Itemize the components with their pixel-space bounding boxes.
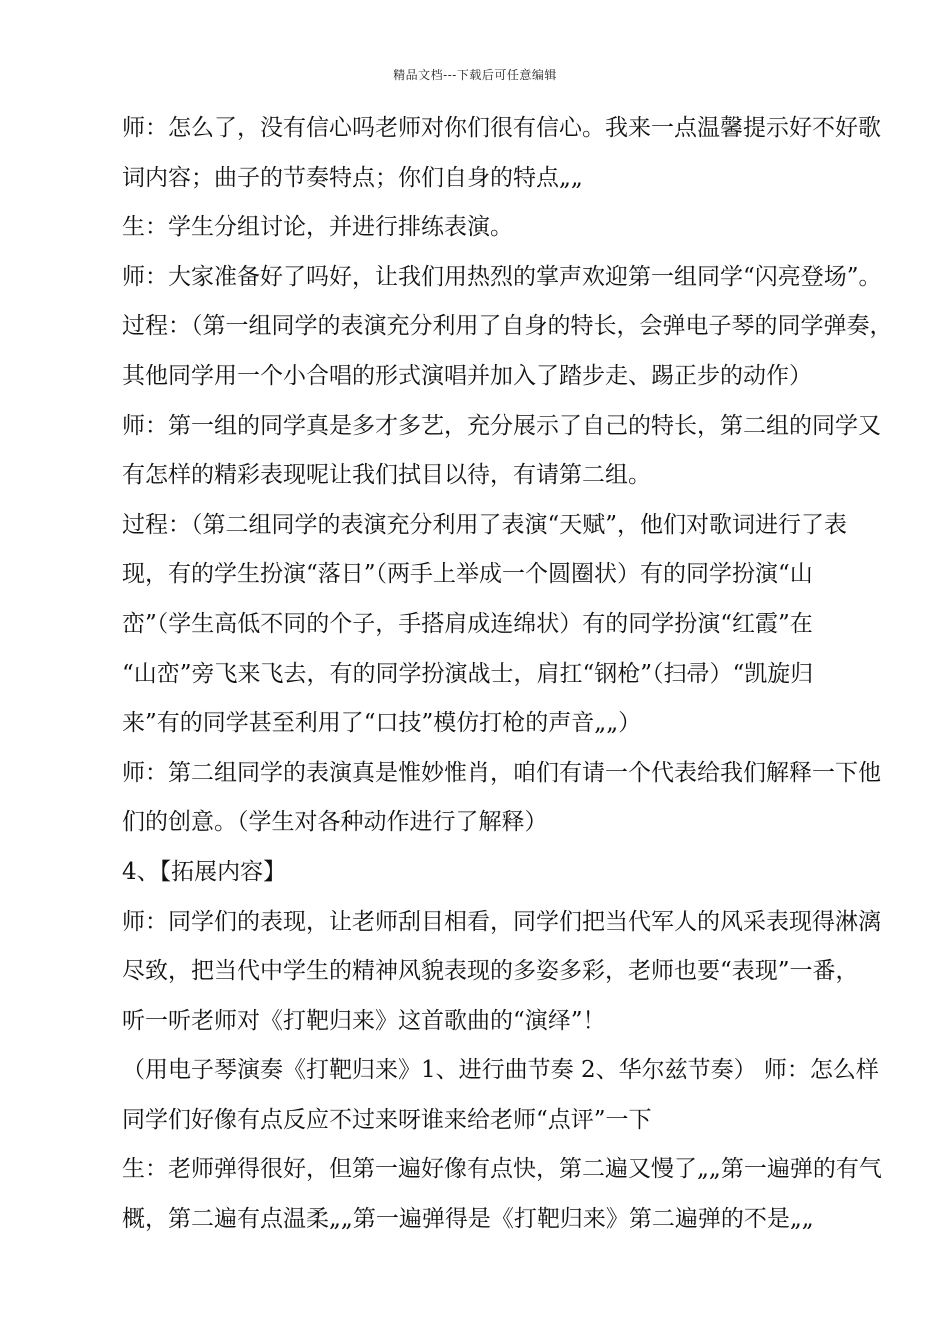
text-line: “山峦”旁飞来飞去，有的同学扮演战士，肩扛“钢枪”（扫帚）“凯旋归 bbox=[122, 660, 814, 687]
text-line: 师：大家准备好了吗好，让我们用热烈的掌声欢迎第一组同学“闪亮登场”。 bbox=[122, 263, 882, 290]
text-line: 过程：（第二组同学的表演充分利用了表演“天赋”，他们对歌词进行了表 bbox=[122, 511, 848, 538]
text-line: 其他同学用一个小合唱的形式演唱并加入了踏步走、踢正步的动作） bbox=[122, 362, 812, 389]
text-line: 师：同学们的表现，让老师刮目相看，同学们把当代军人的风采表现得淋漓 bbox=[122, 908, 881, 935]
text-line: 尽致，把当代中学生的精神风貌表现的多姿多彩，老师也要“表现”一番， bbox=[122, 958, 859, 985]
text-line: 们的创意。（学生对各种动作进行了解释） bbox=[122, 809, 548, 836]
text-line: 现，有的学生扮演“落日”（两手上举成一个圆圈状）有的同学扮演“山 bbox=[122, 561, 813, 588]
text-line: 听一听老师对《打靶归来》这首歌曲的“演绎”！ bbox=[122, 1007, 606, 1034]
text-line: 生：老师弹得很好，但第一遍好像有点快，第二遍又慢了„„第一遍弹的有气 bbox=[122, 1156, 882, 1183]
text-line: （用电子琴演奏《打靶归来》1、进行曲节奏 2、华尔兹节奏） 师：怎么样 bbox=[122, 1057, 879, 1084]
text-line: 过程：（第一组同学的表演充分利用了自身的特长，会弹电子琴的同学弹奏， bbox=[122, 313, 893, 340]
text-line: 师：怎么了，没有信心吗老师对你们很有信心。我来一点温馨提示好不好歌 bbox=[122, 115, 881, 141]
document-body bbox=[122, 104, 893, 1245]
text-line: 师：第二组同学的表演真是惟妙惟肖，咱们有请一个代表给我们解释一下他 bbox=[122, 759, 881, 786]
page-header: 精品文档---下载后可任意编辑 bbox=[393, 68, 557, 82]
text-line: 同学们好像有点反应不过来呀谁来给老师“点评”一下 bbox=[122, 1106, 652, 1133]
text-line: 师：第一组的同学真是多才多艺，充分展示了自己的特长，第二组的同学又 bbox=[122, 412, 881, 439]
text-line: 概，第二遍有点温柔„„第一遍弹得是《打靶归来》第二遍弹的不是„„ bbox=[122, 1206, 814, 1233]
text-line: 有怎样的精彩表现呢让我们拭目以待，有请第二组。 bbox=[122, 462, 651, 489]
text-line: 峦”（学生高低不同的个子，手搭肩成连绵状）有的同学扮演“红霞”在 bbox=[122, 610, 813, 637]
text-line: 词内容；曲子的节奏特点；你们自身的特点„„ bbox=[122, 164, 583, 191]
text-line: 来”有的同学甚至利用了“口技”模仿打枪的声音„„） bbox=[122, 710, 642, 737]
text-line: 生：学生分组讨论，并进行排练表演。 bbox=[122, 214, 513, 241]
section-heading: 4、【拓展内容】 bbox=[122, 858, 287, 885]
